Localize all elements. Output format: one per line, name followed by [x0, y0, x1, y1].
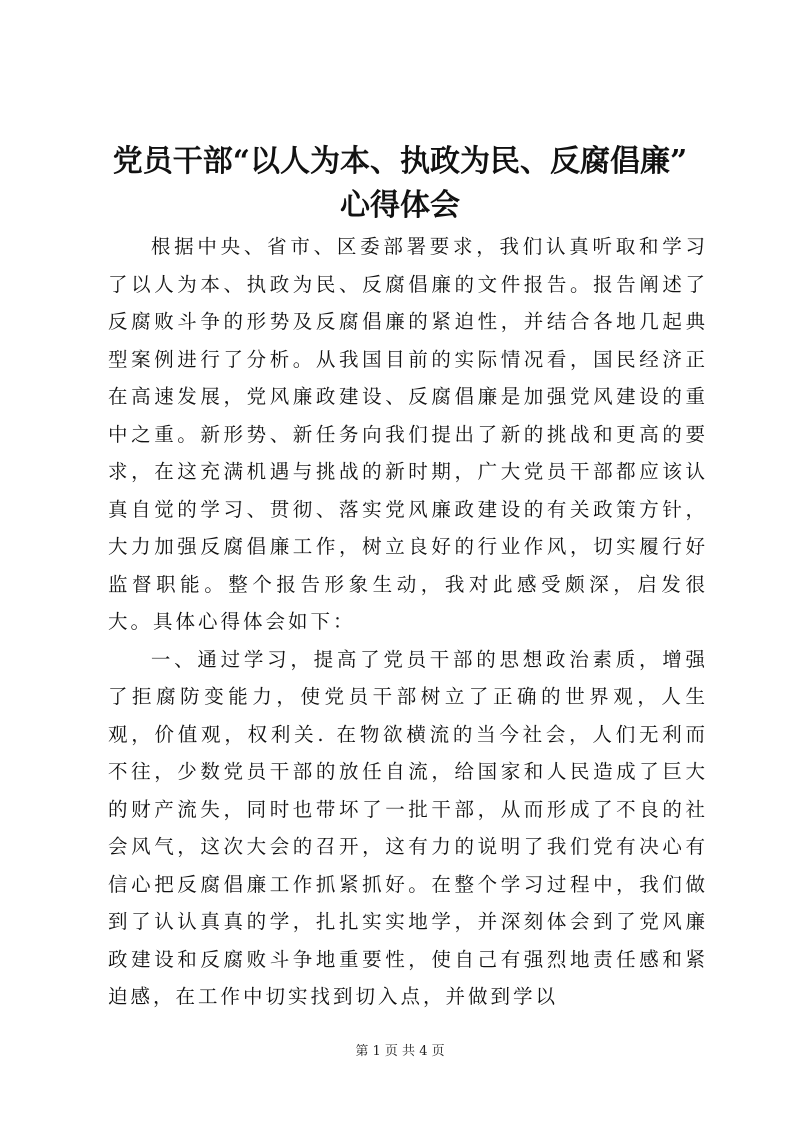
- paragraph-section-1: 一、通过学习，提高了党员干部的思想政治素质，增强了拒腐防变能力，使党员干部树立了正确的世界观，人生观，价值观，权利关. 在物欲横流的当今社会，人们无利而不往，少数党员干部的放任自流，给国家和人民造成了巨大的财产流失，同时也带坏了一批干部，从而形成了不良的社会风气，这次大会的召开，这有力的说明了我们党有决心有信心把反腐倡廉工作抓紧抓好。在整个学习过程中，我们做到了认认真真的学，扎扎实实地学，并深刻体会到了党风廉政建设和反腐败斗争地重要性，使自己有强烈地责任感和紧迫感，在工作中切实找到切入点，并做到学以: [108, 647, 708, 1008]
- document-title: [100, 140, 700, 228]
- paragraph-intro: 根据中央、省市、区委部署要求，我们认真听取和学习了以人为本、执政为民、反腐倡廉的文件报告。报告阐述了反腐败斗争的形势及反腐倡廉的紧迫性，并结合各地几起典型案例进行了分析。从我国目前的实际情况看，国民经济正在高速发展，党风廉政建设、反腐倡廉是加强党风建设的重中之重。新形势、新任务向我们提出了新的挑战和更高的要求，在这充满机遇与挑战的新时期，广大党员干部都应该认真自觉的学习、贯彻、落实党风廉政建设的有关政策方针，大力加强反腐倡廉工作，树立良好的行业作风，切实履行好监督职能。整个报告形象生动，我对此感受颇深，启发很大。具体心得体会如下：: [108, 235, 708, 633]
- page-footer: [0, 1040, 800, 1059]
- title-line-1: 党员干部“以人为本、执政为民、反腐倡廉”: [112, 144, 688, 179]
- page-number-label: 第 1 页 共 4 页: [355, 1044, 445, 1059]
- document-body: [108, 228, 708, 1016]
- title-line-2: 心得体会: [340, 188, 460, 223]
